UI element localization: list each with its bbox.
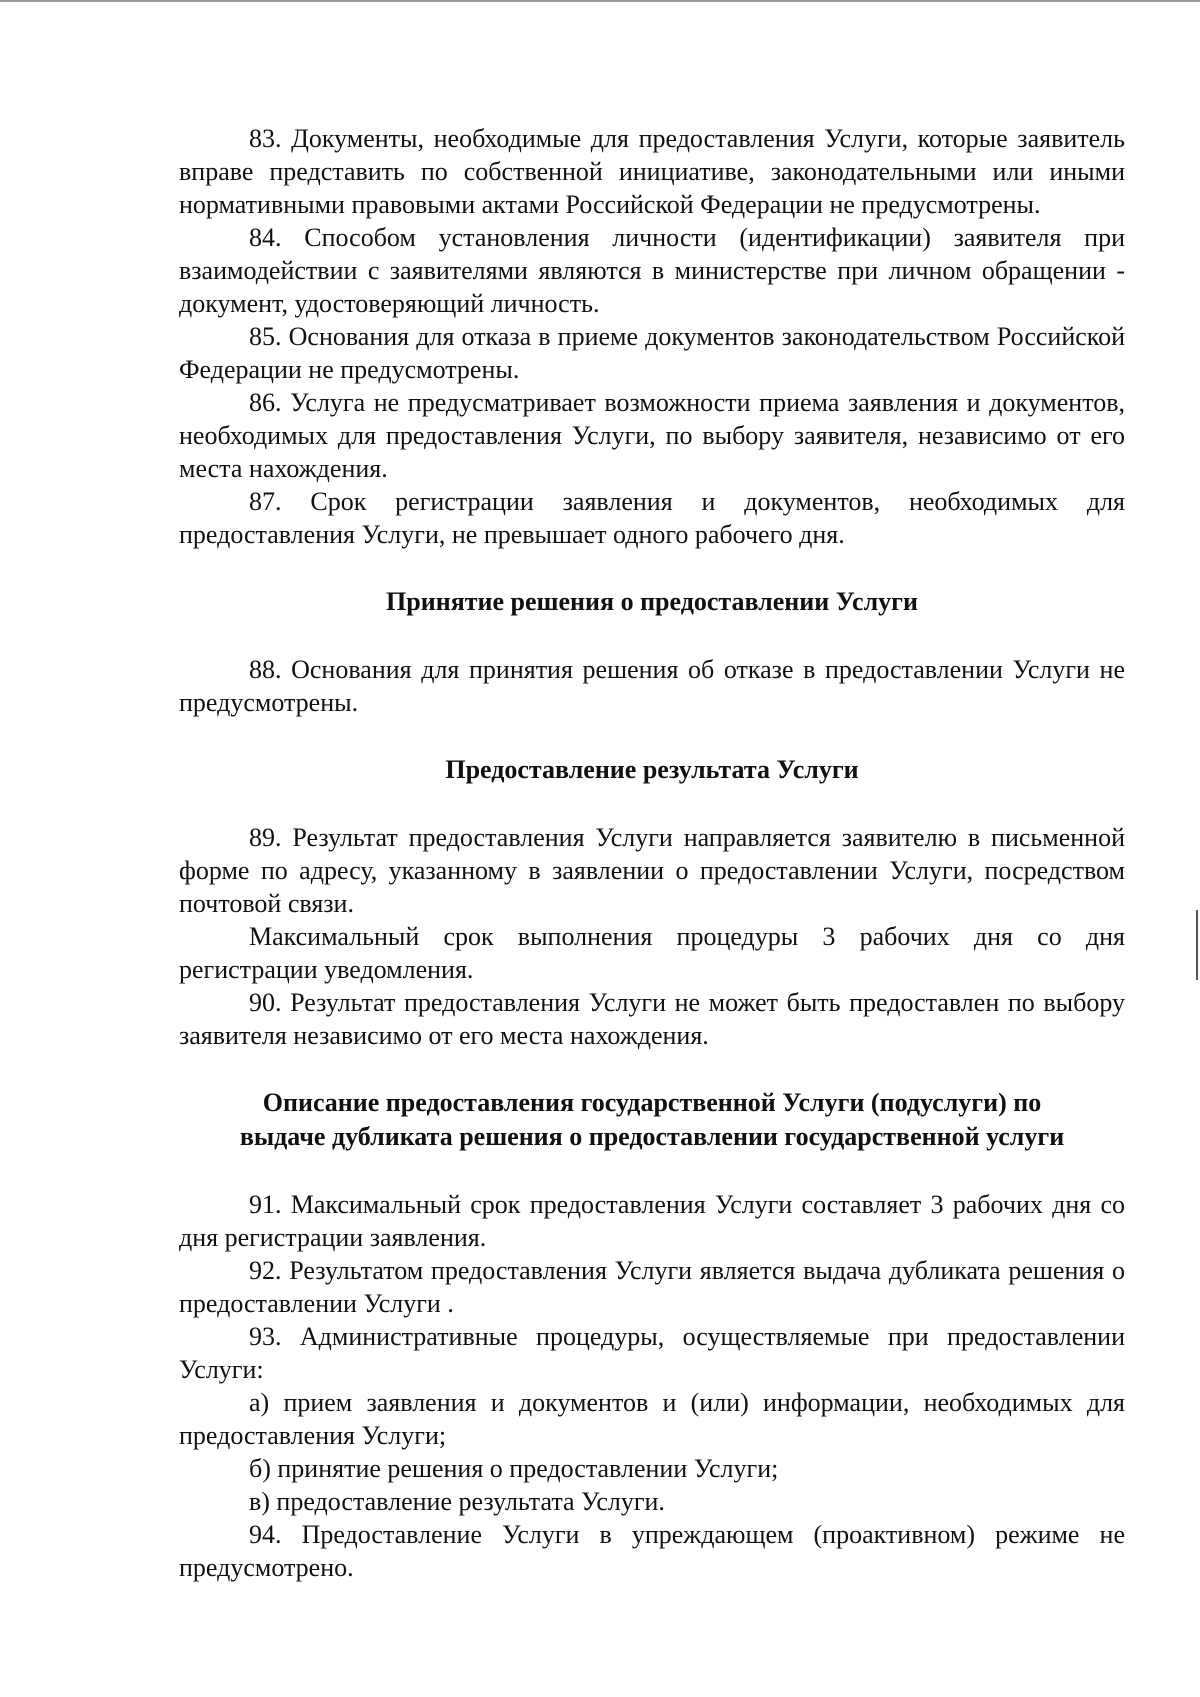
paragraph-85: 85. Основания для отказа в приеме документов законодательством Российской Федерации не предусмотрены. <box>179 322 1125 384</box>
paragraph-93: 93. Административные процедуры, осуществляемые при предоставлении Услуги: <box>179 1322 1125 1384</box>
paragraph-87: 87. Срок регистрации заявления и документов, необходимых для предоставления Услуги, не превышает одного рабочего дня. <box>179 487 1125 549</box>
section-heading-decision: Принятие решения о предоставлении Услуги <box>386 587 918 616</box>
paragraph-90: 90. Результат предоставления Услуги не может быть предоставлен по выбору заявителя независимо от его места нахождения. <box>179 988 1125 1050</box>
paragraph-86: 86. Услуга не предусматривает возможности приема заявления и документов, необходимых для предоставления Услуги, по выбору заявителя, независимо от его места нахождения. <box>179 388 1125 483</box>
paragraph-88: 88. Основания для принятия решения об отказе в предоставлении Услуги не предусмотрены. <box>179 655 1125 717</box>
paragraph-84: 84. Способом установления личности (идентификации) заявителя при взаимодействии с заявителями являются в министерстве при личном обращении - документ, удостоверяющий личность. <box>179 223 1125 318</box>
section-heading-duplicate <box>179 1086 1125 1154</box>
paragraph-89-term: Максимальный срок выполнения процедуры 3 рабочих дня со дня регистрации уведомления. <box>179 922 1125 984</box>
section-heading-result: Предоставление результата Услуги <box>445 755 859 784</box>
list-item-c: в) предоставление результата Услуги. <box>249 1487 665 1516</box>
section-heading-duplicate-line-1: Описание предоставления государственной Услуги (подуслуги) по <box>262 1088 1042 1117</box>
paragraph-89: 89. Результат предоставления Услуги направляется заявителю в письменной форме по адресу, указанному в заявлении о предоставлении Услуги, посредством почтовой связи. <box>179 823 1125 918</box>
paragraph-83: 83. Документы, необходимые для предоставления Услуги, которые заявитель вправе представить по собственной инициативе, законодательными или иными нормативными правовыми актами Российской Федерации не предусмотрены. <box>179 124 1125 219</box>
list-item-b: б) принятие решения о предоставлении Услуги; <box>249 1454 779 1483</box>
document-body <box>179 122 1125 1584</box>
list-item-a: а) прием заявления и документов и (или) информации, необходимых для предоставления Услуги; <box>179 1388 1125 1450</box>
paragraph-94: 94. Предоставление Услуги в упреждающем (проактивном) режиме не предусмотрено. <box>179 1520 1125 1582</box>
scan-top-edge <box>0 0 1200 2</box>
section-heading-duplicate-line-2: выдаче дубликата решения о предоставлении государственной услуги <box>239 1122 1065 1151</box>
paragraph-92: 92. Результатом предоставления Услуги является выдача дубликата решения о предоставлении Услуги . <box>179 1256 1125 1318</box>
paragraph-91: 91. Максимальный срок предоставления Услуги составляет 3 рабочих дня со дня регистрации заявления. <box>179 1190 1125 1252</box>
scan-edge-mark <box>1196 910 1198 980</box>
